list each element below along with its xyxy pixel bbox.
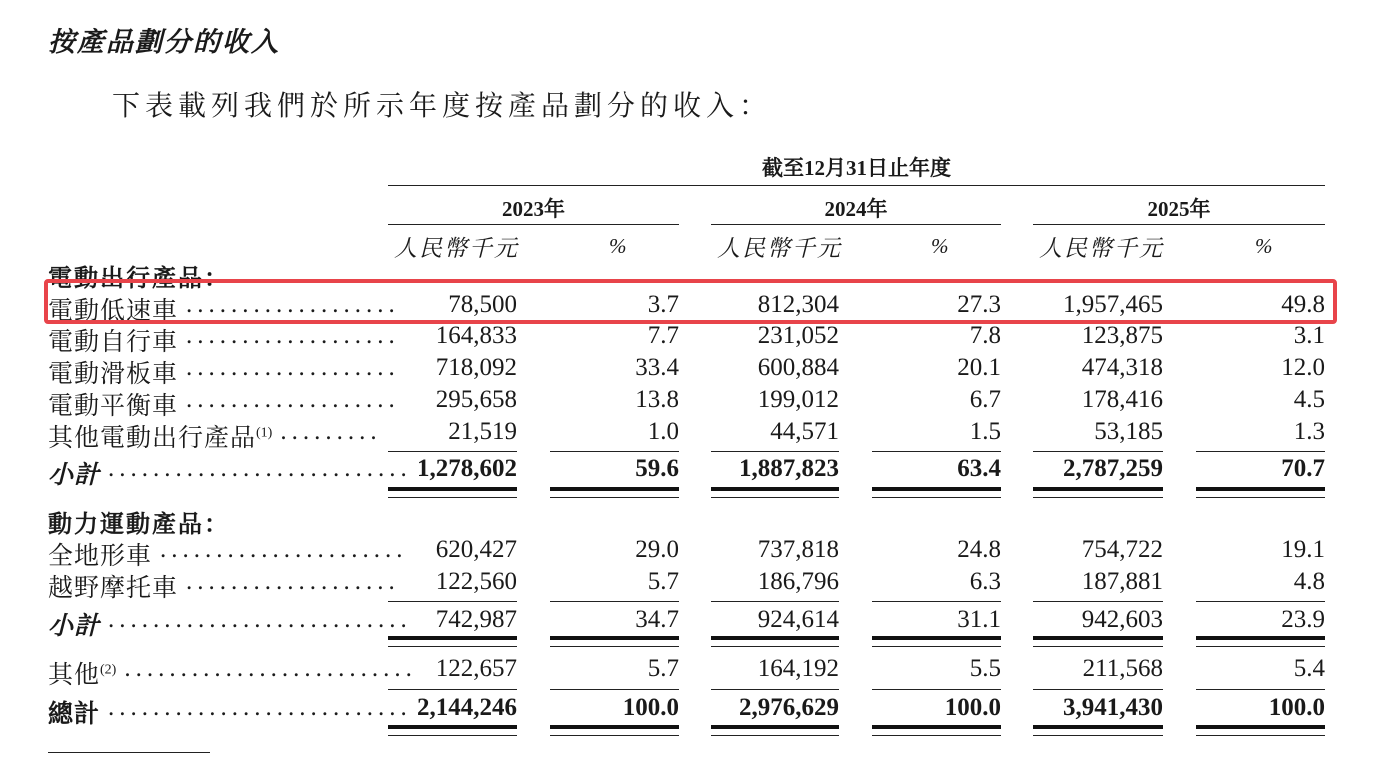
row-label: [48, 322, 178, 358]
total-double-rule: [711, 725, 839, 729]
total-double-rule: [388, 725, 517, 729]
amount-cell: 620,427: [435, 536, 517, 563]
subtotal-rule: [711, 601, 839, 602]
subtotal-double-rule: [550, 646, 679, 647]
amount-cell: 211,568: [1082, 655, 1163, 682]
amount-cell: 164,833: [435, 322, 517, 349]
total-double-rule: [1196, 735, 1325, 736]
percent-cell: 100.0: [944, 694, 1001, 721]
row-label-text: 電動滑板車: [48, 361, 179, 388]
subtotal-double-rule: [1196, 487, 1325, 491]
total-rule: [872, 689, 1001, 690]
amount-cell: 164,192: [757, 655, 839, 682]
percent-cell: 6.7: [969, 386, 1001, 413]
row-label-text: 電動低速車: [48, 298, 179, 325]
subtotal-rule: [872, 601, 1001, 602]
amount-cell: 178,416: [1081, 386, 1163, 413]
amount-cell: 600,884: [757, 354, 839, 381]
percent-cell: 70.7: [1281, 455, 1325, 482]
year-rule: [711, 224, 1001, 225]
unit-header: 人民幣千元: [1039, 236, 1164, 261]
percent-cell: 49.8: [1281, 291, 1325, 318]
subtotal-double-rule: [1196, 636, 1325, 640]
subtotal-rule: [1033, 601, 1163, 602]
amount-cell: 122,560: [435, 568, 517, 595]
amount-cell: 1,957,465: [1063, 291, 1163, 318]
total-double-rule: [711, 735, 839, 736]
amount-cell: 942,603: [1081, 606, 1163, 633]
percent-cell: 24.8: [957, 536, 1001, 563]
amount-cell: 122,657: [435, 655, 517, 682]
year-header: 2023年: [502, 197, 565, 221]
subtotal-double-rule: [872, 646, 1001, 647]
subtotal-rule: [550, 601, 679, 602]
subtotal-label: [48, 455, 100, 491]
dot-leader: ...................: [186, 291, 400, 318]
amount-cell: 199,012: [757, 386, 839, 413]
category-title: 電動出行產品：: [48, 266, 230, 292]
percent-cell: 13.8: [635, 386, 679, 413]
amount-cell: 21,519: [448, 418, 517, 445]
percent-cell: 5.7: [647, 655, 679, 682]
subtotal-double-rule: [1033, 636, 1163, 640]
footnote-rule: [48, 752, 210, 753]
percent-cell: 7.8: [969, 322, 1001, 349]
amount-cell: 474,318: [1081, 354, 1163, 381]
percent-cell: 100.0: [1268, 694, 1325, 721]
amount-cell: 1,887,823: [739, 455, 839, 482]
year-rule: [1033, 224, 1325, 225]
period-header: 截至12月31日止年度: [762, 156, 951, 180]
year-header: 2024年: [824, 197, 888, 221]
percent-cell: 1.0: [647, 418, 679, 445]
percent-cell: 7.7: [647, 322, 679, 349]
dot-leader: ...........................: [108, 606, 412, 633]
amount-cell: 2,976,629: [739, 694, 839, 721]
percent-cell: 29.0: [635, 536, 679, 563]
percent-cell: 59.6: [635, 455, 679, 482]
subtotal-rule: [711, 451, 839, 452]
row-label-text: 其他: [48, 662, 101, 689]
total-label: [48, 694, 100, 730]
percent-cell: 3.7: [647, 291, 679, 318]
total-double-rule: [550, 735, 679, 736]
percent-cell: 6.3: [969, 568, 1001, 595]
percent-header: %: [931, 234, 949, 258]
amount-cell: 718,092: [435, 354, 517, 381]
amount-cell: 53,185: [1094, 418, 1163, 445]
unit-header: 人民幣千元: [394, 236, 519, 261]
highlight-box: [44, 279, 1337, 324]
percent-cell: 31.1: [957, 606, 1001, 633]
intro-text: 下表載列我們於所示年度按產品劃分的收入：: [112, 91, 773, 122]
dot-leader: ...................: [186, 322, 400, 349]
total-rule: [1196, 689, 1325, 690]
amount-cell: 737,818: [757, 536, 839, 563]
amount-cell: 295,658: [435, 386, 517, 413]
subtotal-rule: [1196, 601, 1325, 602]
row-label-text: 越野摩托車: [48, 575, 179, 602]
percent-cell: 34.7: [635, 606, 679, 633]
footnote-marker: (1): [256, 425, 273, 441]
subtotal-double-rule: [1033, 487, 1163, 491]
year-header: 2025年: [1147, 197, 1211, 221]
total-rule: [550, 689, 679, 690]
amount-cell: 2,787,259: [1063, 455, 1163, 482]
percent-cell: 3.1: [1293, 322, 1325, 349]
amount-cell: 123,875: [1081, 322, 1163, 349]
total-label-text: 總計: [48, 701, 101, 728]
subtotal-double-rule: [711, 646, 839, 647]
subtotal-double-rule: [388, 487, 517, 491]
total-double-rule: [1033, 725, 1163, 729]
header-rule: [388, 185, 1325, 186]
subtotal-label: [48, 606, 100, 642]
dot-leader: ...................: [186, 568, 400, 595]
percent-cell: 12.0: [1281, 354, 1325, 381]
row-label: [48, 418, 272, 454]
row-label: [48, 536, 152, 572]
percent-cell: 63.4: [957, 455, 1001, 482]
subtotal-double-rule: [388, 636, 517, 640]
percent-cell: 1.5: [969, 418, 1001, 445]
subtotal-double-rule: [711, 487, 839, 491]
percent-cell: 27.3: [957, 291, 1001, 318]
total-double-rule: [388, 735, 517, 736]
amount-cell: 1,278,602: [417, 455, 517, 482]
section-heading: 按產品劃分的收入: [48, 27, 280, 57]
subtotal-rule: [872, 451, 1001, 452]
percent-cell: 4.8: [1293, 568, 1325, 595]
total-double-rule: [1033, 735, 1163, 736]
amount-cell: 3,941,430: [1063, 694, 1163, 721]
total-rule: [711, 689, 839, 690]
amount-cell: 44,571: [770, 418, 839, 445]
subtotal-label-text: 小計: [48, 462, 101, 489]
row-label: [48, 655, 116, 691]
row-label-text: 電動平衡車: [48, 393, 179, 420]
amount-cell: 754,722: [1081, 536, 1163, 563]
amount-cell: 186,796: [757, 568, 839, 595]
unit-header: 人民幣千元: [717, 236, 842, 261]
dot-leader: ......................: [160, 536, 408, 563]
percent-cell: 20.1: [957, 354, 1001, 381]
percent-cell: 5.5: [969, 655, 1001, 682]
amount-cell: 231,052: [757, 322, 839, 349]
footnote-marker: (2): [100, 662, 117, 678]
percent-header: %: [609, 234, 627, 258]
percent-cell: 19.1: [1281, 536, 1325, 563]
subtotal-double-rule: [872, 497, 1001, 498]
percent-header: %: [1255, 234, 1273, 258]
subtotal-double-rule: [711, 636, 839, 640]
row-label-text: 電動自行車: [48, 329, 179, 356]
total-double-rule: [872, 725, 1001, 729]
percent-cell: 4.5: [1293, 386, 1325, 413]
subtotal-label-text: 小計: [48, 613, 101, 640]
percent-cell: 5.4: [1293, 655, 1325, 682]
percent-cell: 33.4: [635, 354, 679, 381]
subtotal-rule: [388, 451, 517, 452]
row-label: [48, 568, 178, 604]
total-rule: [1033, 689, 1163, 690]
subtotal-rule: [388, 601, 517, 602]
subtotal-double-rule: [1033, 646, 1163, 647]
total-double-rule: [550, 725, 679, 729]
dot-leader: ..........................: [124, 655, 417, 682]
year-rule: [388, 224, 679, 225]
category-title: 動力運動產品：: [48, 512, 230, 538]
subtotal-double-rule: [1196, 497, 1325, 498]
percent-cell: 5.7: [647, 568, 679, 595]
subtotal-double-rule: [872, 487, 1001, 491]
percent-cell: 100.0: [622, 694, 679, 721]
amount-cell: 812,304: [757, 291, 839, 318]
percent-cell: 23.9: [1281, 606, 1325, 633]
subtotal-rule: [550, 451, 679, 452]
dot-leader: .........: [280, 418, 382, 445]
total-rule: [388, 689, 517, 690]
row-label-text: 全地形車: [48, 543, 153, 570]
subtotal-double-rule: [388, 646, 517, 647]
percent-cell: 1.3: [1293, 418, 1325, 445]
amount-cell: 742,987: [435, 606, 517, 633]
subtotal-double-rule: [550, 487, 679, 491]
row-label: [48, 386, 178, 422]
subtotal-double-rule: [1196, 646, 1325, 647]
subtotal-rule: [1033, 451, 1163, 452]
subtotal-double-rule: [550, 636, 679, 640]
dot-leader: ...................: [186, 354, 400, 381]
amount-cell: 78,500: [448, 291, 517, 318]
subtotal-double-rule: [388, 497, 517, 498]
amount-cell: 2,144,246: [417, 694, 517, 721]
amount-cell: 187,881: [1081, 568, 1163, 595]
dot-leader: ...................: [186, 386, 400, 413]
subtotal-rule: [1196, 451, 1325, 452]
subtotal-double-rule: [872, 636, 1001, 640]
total-double-rule: [1196, 725, 1325, 729]
amount-cell: 924,614: [757, 606, 839, 633]
subtotal-double-rule: [1033, 497, 1163, 498]
subtotal-double-rule: [711, 497, 839, 498]
total-double-rule: [872, 735, 1001, 736]
row-label-text: 其他電動出行產品: [48, 425, 257, 452]
dot-leader: ...........................: [108, 455, 412, 482]
dot-leader: ...........................: [108, 694, 412, 721]
row-label: [48, 354, 178, 390]
subtotal-double-rule: [550, 497, 679, 498]
